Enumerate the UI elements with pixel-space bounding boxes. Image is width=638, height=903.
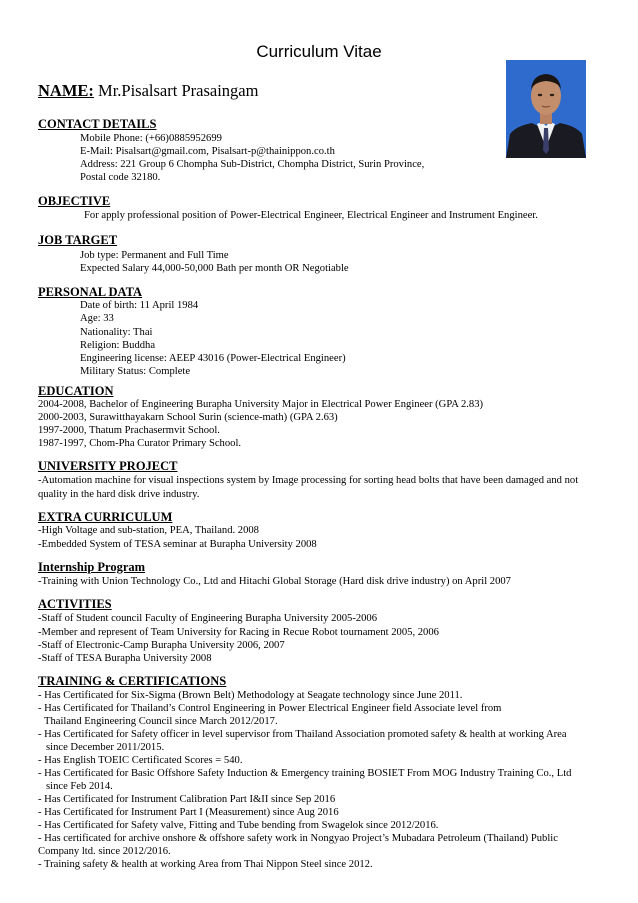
contact-address: Address: 221 Group 6 Chompha Sub-District, Chompha District, Surin Province, <box>80 159 425 170</box>
personal-line: Religion: Buddha <box>80 340 156 351</box>
name-label: NAME: <box>38 81 94 100</box>
training-line: - Has Certificated for Safety valve, Fitting and Tube bending from Swagelok since 2012/2016. <box>38 820 439 831</box>
training-line: - Has Certificated for Instrument Part I (Measurement) since Aug 2016 <box>38 807 339 818</box>
training-line: - Has Certificated for Instrument Calibration Part I&II since Sep 2016 <box>38 794 336 805</box>
activities-heading: ACTIVITIES <box>38 597 112 611</box>
contact-email: E-Mail: Pisalsart@gmail.com, Pisalsart-p@thainippon.co.th <box>80 146 335 157</box>
training-line: since Feb 2014. <box>46 781 113 792</box>
personal-heading: PERSONAL DATA <box>38 285 143 299</box>
personal-line: Military Status: Complete <box>80 366 191 377</box>
expected-salary: Expected Salary 44,000-50,000 Bath per month OR Negotiable <box>80 263 349 274</box>
portrait-image <box>506 60 586 158</box>
contact-heading: CONTACT DETAILS <box>38 117 157 131</box>
training-line: Company ltd. since 2012/2016. <box>38 846 171 857</box>
education-line: 1997-2000, Thatum Prachasermvit School. <box>38 425 220 436</box>
training-line: - Training safety & health at working Area from Thai Nippon Steel since 2012. <box>38 859 373 870</box>
education-heading: EDUCATION <box>38 384 114 398</box>
project-line: quality in the hard disk drive industry. <box>38 489 200 500</box>
education-line: 1987-1997, Chom-Pha Curator Primary School. <box>38 438 242 449</box>
objective-text: For apply professional position of Power-Electrical Engineer, Electrical Engineer and Instrument Engineer. <box>84 210 538 221</box>
objective-heading: OBJECTIVE <box>38 194 111 208</box>
document-title: Curriculum Vitae <box>256 42 382 61</box>
internship-heading: Internship Program <box>38 560 146 574</box>
contact-postal: Postal code 32180. <box>80 172 161 183</box>
name-line <box>38 81 258 101</box>
training-line: - Has certificated for archive onshore & offshore safety work in Nongyao Project’s Mubadara Petroleum (Thailand) Public <box>38 833 558 844</box>
training-line: - Has Certificated for Thailand’s Control Engineering in Power Electrical Engineer field Associate level from <box>38 703 502 714</box>
education-line: 2004-2008, Bachelor of Engineering Burapha University Major in Electrical Power Engineer (GPA 2.83) <box>38 399 484 410</box>
job-target-heading: JOB TARGET <box>38 233 118 247</box>
job-type: Job type: Permanent and Full Time <box>80 250 229 261</box>
training-line: - Has Certificated for Six-Sigma (Brown Belt) Methodology at Seagate technology since June 2011. <box>38 690 463 701</box>
activity-line: -Staff of Electronic-Camp Burapha University 2006, 2007 <box>38 640 285 651</box>
extra-line: -High Voltage and sub-station, PEA, Thailand. 2008 <box>38 525 259 536</box>
personal-line: Engineering license: AEEP 43016 (Power-Electrical Engineer) <box>80 353 346 364</box>
personal-line: Date of birth: 11 April 1984 <box>80 300 199 311</box>
project-line: -Automation machine for visual inspections system by Image processing for sorting head bolts that have been damaged and not <box>38 475 579 486</box>
personal-line: Age: 33 <box>80 313 114 324</box>
training-line: - Has English TOEIC Certificated Scores = 540. <box>38 755 243 766</box>
name-value: Mr.Pisalsart Prasaingam <box>98 81 259 100</box>
training-line: - Has Certificated for Basic Offshore Safety Induction & Emergency training BOSIET From MOG Industry Training Co., Ltd <box>38 768 572 779</box>
activity-line: -Staff of Student council Faculty of Engineering Burapha University 2005-2006 <box>38 613 378 624</box>
training-line: Thailand Engineering Council since March 2012/2017. <box>44 716 278 727</box>
university-project-heading: UNIVERSITY PROJECT <box>38 459 178 473</box>
activity-line: -Staff of TESA Burapha University 2008 <box>38 653 212 664</box>
personal-line: Nationality: Thai <box>80 327 153 338</box>
education-line: 2000-2003, Surawitthayakarn School Surin (science-math) (GPA 2.63) <box>38 412 338 423</box>
internship-line: -Training with Union Technology Co., Ltd and Hitachi Global Storage (Hard disk drive industry) on April 2007 <box>38 576 511 587</box>
training-line: since December 2011/2015. <box>46 742 165 753</box>
profile-photo <box>506 60 586 158</box>
activity-line: -Member and represent of Team University for Racing in Recue Robot tournament 2005, 2006 <box>38 627 439 638</box>
training-heading: TRAINING & CERTIFICATIONS <box>38 674 227 688</box>
contact-phone: Mobile Phone: (+66)0885952699 <box>80 133 222 144</box>
extra-curriculum-heading: EXTRA CURRICULUM <box>38 510 173 524</box>
training-line: - Has Certificated for Safety officer in level supervisor from Thailand Association promoted safety & health at working Area <box>38 729 567 740</box>
extra-line: -Embedded System of TESA seminar at Burapha University 2008 <box>38 539 317 550</box>
